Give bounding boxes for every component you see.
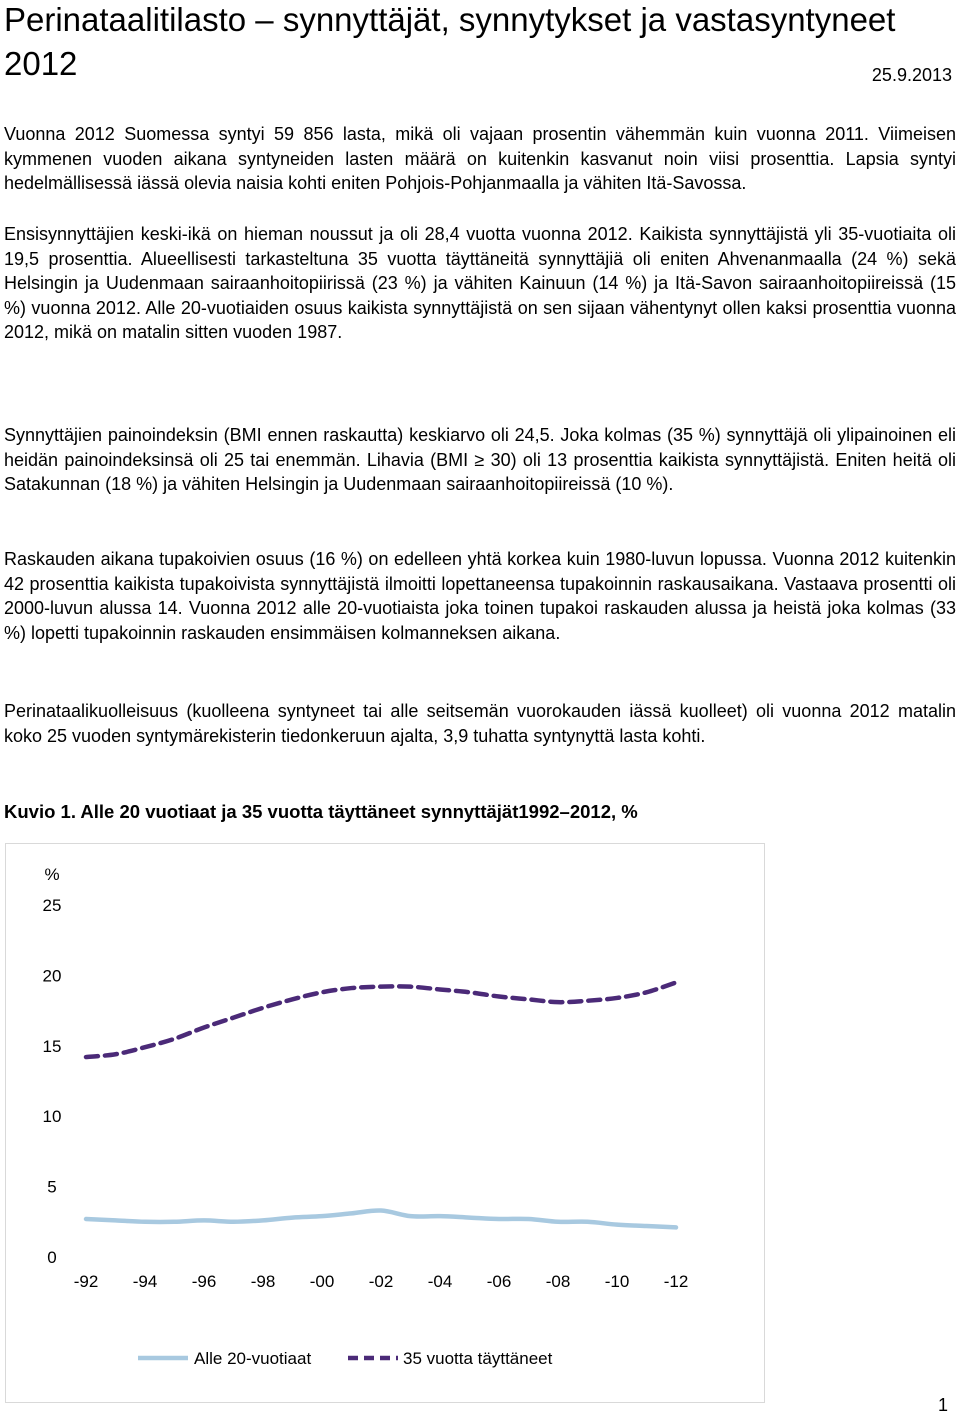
series-line-0	[86, 1210, 676, 1227]
document-title: Perinataalitilasto – synnyttäjät, synnytykset ja vastasyntyneet 2012	[4, 1, 896, 82]
paragraph-mother-age: Ensisynnyttäjien keski-ikä on hieman noussut ja oli 28,4 vuotta vuonna 2012. Kaikista synnyttäjistä yli 35-vuotiaita oli 19,5 prosenttia. Alueellisesti tarkasteltuna 35 vuotta täyttäneitä synnyttäjiä oli eniten Ahvenanmaalla (24 %) sekä Helsingin ja Uudenmaan sairaanhoitopiirissä (23 %) ja vähiten Kainuun (14 %) ja Itä-Savon sairaanhoitopiireissä (15 %) vuonna 2012. Alle 20-vuotiaiden osuus kaikista synnyttäjistä on sen sijaan vähentynyt ollen kaksi prosenttia vuonna 2012, mikä on matalin sitten vuoden 1987.	[4, 224, 956, 342]
legend-label: Alle 20-vuotiaat	[194, 1349, 312, 1368]
x-tick-label: -92	[73, 1272, 99, 1291]
x-tick-label: -08	[545, 1272, 571, 1291]
figure-caption: Kuvio 1. Alle 20 vuotiaat ja 35 vuotta täyttäneet synnyttäjät1992–2012, %	[4, 801, 638, 822]
y-tick-label: 15	[42, 1036, 62, 1056]
chart-frame	[5, 843, 765, 1403]
publication-date: 25.9.2013	[871, 65, 952, 85]
x-tick-label: -04	[427, 1272, 453, 1291]
line-chart	[6, 844, 764, 1402]
y-tick-label: 0	[47, 1248, 57, 1267]
paragraph-births: Vuonna 2012 Suomessa syntyi 59 856 lasta, mikä oli vajaan prosentin vähemmän kuin vuonna 2011. Viimeisen kymmenen vuoden aikana syntyneiden lasten määrä on kuitenkin kasvanut noin viisi prosenttia. Lapsia syntyi hedelmällisessä iässä olevia naisia kohti eniten Pohjois-Pohjanmaalla ja vähiten Itä-Savossa.	[4, 124, 956, 193]
x-tick-label: -00	[309, 1272, 335, 1291]
x-tick-label: -98	[250, 1272, 276, 1291]
paragraph-bmi: Synnyttäjien painoindeksin (BMI ennen raskautta) keskiarvo oli 24,5. Joka kolmas (35 %) synnyttäjä oli ylipainoinen eli heidän painoindeksinsä oli 25 tai enemmän. Lihavia (BMI ≥ 30) oli 13 prosenttia kaikista synnyttäjistä. Eniten heitä oli Satakunnan (18 %) ja vähiten Helsingin ja Uudenmaan sairaanhoitopiireissä (10 %).	[4, 425, 956, 494]
x-tick-label: -10	[604, 1272, 630, 1291]
y-tick-label: 5	[47, 1177, 57, 1197]
y-tick-label: 10	[42, 1107, 62, 1127]
x-tick-label: -12	[663, 1272, 689, 1291]
y-tick-label: 20	[42, 966, 62, 986]
x-tick-label: -96	[191, 1272, 217, 1291]
x-tick-label: -94	[132, 1272, 158, 1291]
paragraph-perinatal-mortality: Perinataalikuolleisuus (kuolleena syntyneet tai alle seitsemän vuorokauden iässä kuolleet) oli vuonna 2012 matalin koko 25 vuoden syntymärekisterin tiedonkeruun ajalta, 3,9 tuhatta syntynyttä lasta kohti.	[4, 701, 956, 746]
x-tick-label: -02	[368, 1272, 394, 1291]
y-axis-unit-label: %	[44, 865, 60, 884]
legend-label: 35 vuotta täyttäneet	[403, 1349, 553, 1368]
paragraph-smoking: Raskauden aikana tupakoivien osuus (16 %) on edelleen yhtä korkea kuin 1980-luvun lopussa. Vuonna 2012 kuitenkin 42 prosenttia kaikista tupakoivista synnyttäjistä ilmoitti lopettaneensa tupakoinnin raskausaikana. Vastaava prosentti oli 2000-luvun alussa 14. Vuonna 2012 alle 20-vuotiaista joka toinen tupakoi raskauden alussa ja heistä joka kolmas (33 %) lopetti tupakoinnin raskauden ensimmäisen kolmanneksen aikana.	[4, 549, 956, 643]
series-line-1	[86, 982, 676, 1057]
x-tick-label: -06	[486, 1272, 512, 1291]
page-number: 1	[937, 1395, 948, 1415]
y-tick-label: 25	[42, 896, 62, 915]
